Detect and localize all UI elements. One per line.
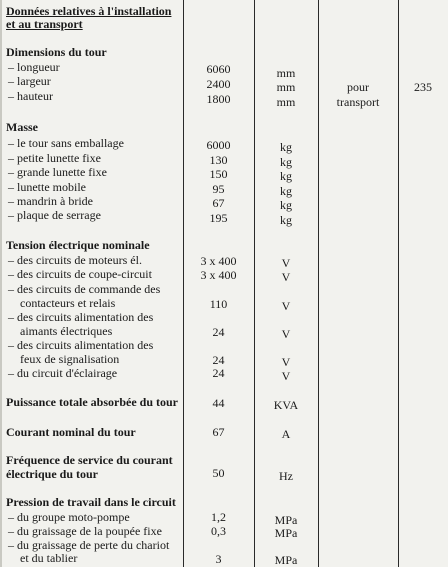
row-unit: mm (276, 95, 296, 109)
row-value: 67 (212, 196, 225, 210)
row-unit: V (281, 270, 291, 284)
row-label-continued: contacteurs et relais (20, 296, 116, 310)
row-value: 3 (215, 552, 222, 566)
row-value: 67 (212, 425, 225, 439)
section-title-tension: Tension électrique nominale (6, 238, 150, 252)
row-value: 150 (209, 167, 228, 181)
row-label: – des circuits de coupe-circuit (8, 267, 152, 281)
row-value: 1800 (206, 92, 231, 106)
section-title-masse: Masse (6, 120, 38, 134)
section-title-puissance: Puissance totale absorbée du tour (6, 395, 178, 409)
table-heading-line-2: et au transport (6, 17, 83, 31)
row-label: – longueur (8, 60, 60, 74)
row-label: – des circuits alimentation des (8, 310, 154, 324)
row-unit: MPa (274, 513, 298, 527)
row-label: – largeur (8, 74, 51, 88)
section-title-pression: Pression de travail dans le circuit (6, 495, 176, 509)
row-value: 130 (209, 153, 228, 167)
row-label: – du groupe moto-pompe (8, 510, 130, 524)
row-label: – plaque de serrage (8, 208, 101, 222)
row-unit: KVA (273, 398, 299, 412)
table-heading-line-1: Données relatives à l'installation (6, 4, 172, 18)
transport-note-line-1: pour (347, 80, 369, 94)
row-value: 0,3 (211, 524, 226, 538)
row-label: – petite lunette fixe (8, 151, 101, 165)
row-unit: kg (280, 169, 292, 183)
row-unit: A (281, 427, 291, 441)
section-title-courant: Courant nominal du tour (6, 425, 136, 439)
row-unit: MPa (274, 553, 298, 567)
row-label: – du graissage de la poupée fixe (8, 524, 162, 538)
row-value: 2400 (206, 77, 231, 91)
row-label: – lunette mobile (8, 180, 86, 194)
row-label-continued: et du tablier (20, 551, 78, 565)
row-label: – du circuit d'éclairage (8, 366, 118, 380)
row-label-continued: aimants électriques (20, 324, 113, 338)
row-unit: mm (276, 80, 296, 94)
row-label: – des circuits de moteurs él. (8, 253, 142, 267)
row-value: 6060 (206, 62, 231, 76)
row-label: – du graissage de perte du chariot (8, 538, 170, 552)
row-label: – des circuits de commande des (8, 282, 161, 296)
row-unit: kg (280, 184, 292, 198)
row-value: 44 (212, 396, 225, 410)
row-value: 24 (212, 353, 225, 367)
section-title-dimensions: Dimensions du tour (6, 45, 107, 59)
row-value: 24 (212, 325, 225, 339)
row-unit: kg (280, 198, 292, 212)
row-unit: Hz (279, 469, 293, 483)
section-title-frequence-continued: électrique du tour (6, 467, 98, 481)
row-label: – le tour sans emballage (8, 136, 124, 150)
scan-edge (0, 0, 2, 567)
row-unit: V (281, 327, 291, 341)
row-label: – des circuits alimentation des (8, 338, 154, 352)
row-value: 195 (209, 211, 228, 225)
row-unit: V (281, 355, 291, 369)
row-unit: V (281, 299, 291, 313)
row-label: – mandrin à bride (8, 194, 93, 208)
row-value: 1,2 (211, 510, 226, 524)
row-unit: V (281, 256, 291, 270)
row-label: – hauteur (8, 89, 53, 103)
row-value: 6000 (206, 138, 231, 152)
row-unit: kg (280, 140, 292, 154)
row-unit: kg (280, 213, 292, 227)
transport-value: 235 (414, 80, 432, 94)
row-value: 110 (209, 297, 228, 311)
row-unit: mm (276, 66, 296, 80)
row-unit: kg (280, 155, 292, 169)
row-label-continued: feux de signalisation (20, 352, 120, 366)
row-value: 24 (212, 366, 225, 380)
row-value: 3 x 400 (200, 254, 237, 268)
row-value: 3 x 400 (200, 268, 237, 282)
row-value: 50 (212, 466, 225, 480)
row-label: – grande lunette fixe (8, 165, 107, 179)
row-value: 95 (212, 182, 225, 196)
transport-note-line-2: transport (336, 95, 380, 109)
row-unit: MPa (274, 526, 298, 540)
section-title-frequence: Fréquence de service du courant (6, 453, 173, 467)
row-unit: V (281, 369, 291, 383)
